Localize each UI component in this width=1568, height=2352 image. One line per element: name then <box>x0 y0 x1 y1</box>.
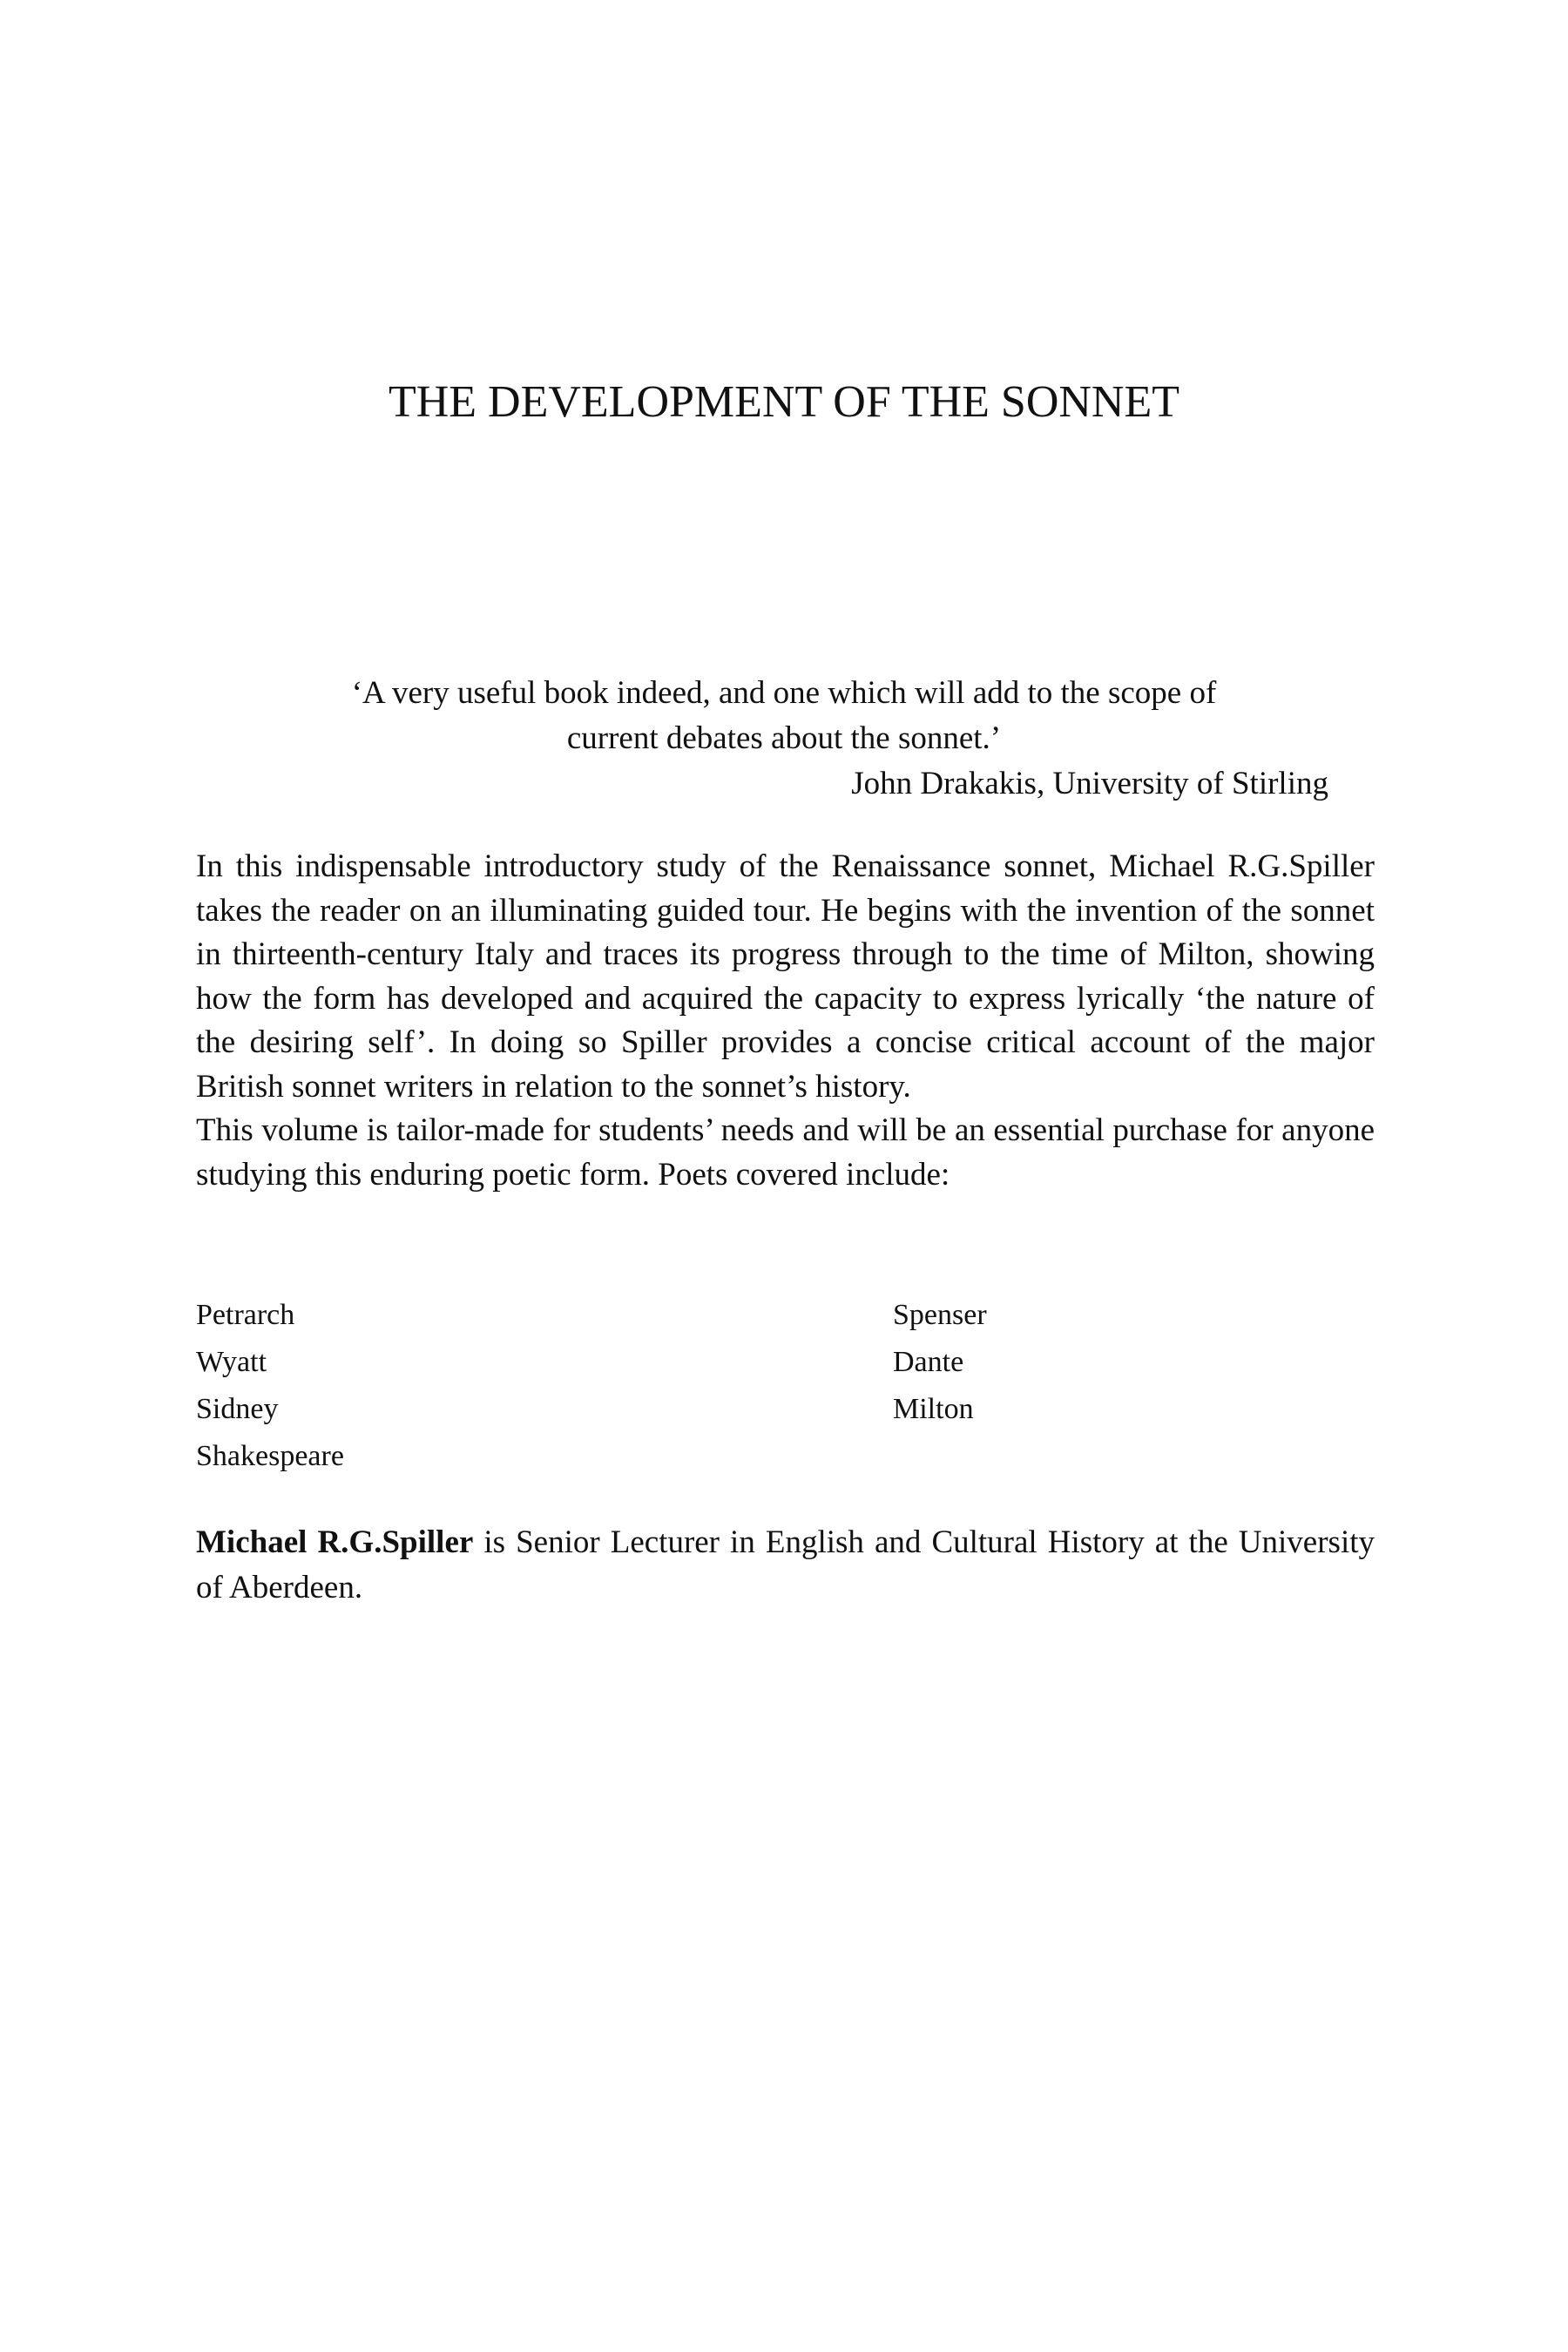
poet-name: Petrarch <box>196 1299 295 1331</box>
author-bio-text: is Senior Lecturer in English and Cultural History at the University of Aberdeen. <box>196 1524 1375 1605</box>
author-bio <box>196 1520 1375 1611</box>
poets-column-left <box>196 1292 344 1480</box>
poet-name: Milton <box>893 1393 974 1425</box>
poet-name: Wyatt <box>196 1346 267 1378</box>
review-quote <box>196 671 1372 807</box>
book-title: THE DEVELOPMENT OF THE SONNET <box>388 377 1180 427</box>
author-name: Michael R.G.Spiller <box>196 1524 474 1560</box>
poets-column-right <box>893 1292 987 1433</box>
quote-line-1: ‘A very useful book indeed, and one which will add to the scope of <box>351 675 1217 711</box>
description-paragraph-1: In this indispensable introductory study of the Renaissance sonnet, Michael R.G.Spiller takes the reader on an illuminating guided tour. He begins with the invention of the sonnet in thirteenth-century Italy and traces its progress through to the time of Milton, showing how the form has developed and acquired the capacity to express lyrically ‘the nature of the desiring self’. In doing so Spiller provides a concise critical account of the major British sonnet writers in relation to the sonnet’s history. <box>196 848 1375 1105</box>
description-paragraph-2: This volume is tailor-made for students’ needs and will be an essential purchase for anyone studying this enduring poetic form. Poets covered include: <box>196 1112 1375 1193</box>
book-description <box>196 845 1375 1197</box>
poet-name: Shakespeare <box>196 1440 344 1472</box>
poet-name: Spenser <box>893 1299 987 1331</box>
quote-attribution: John Drakakis, University of Stirling <box>851 766 1328 801</box>
poet-name: Sidney <box>196 1393 279 1425</box>
quote-line-2: current debates about the sonnet.’ <box>566 720 1002 756</box>
poet-name: Dante <box>893 1346 964 1378</box>
